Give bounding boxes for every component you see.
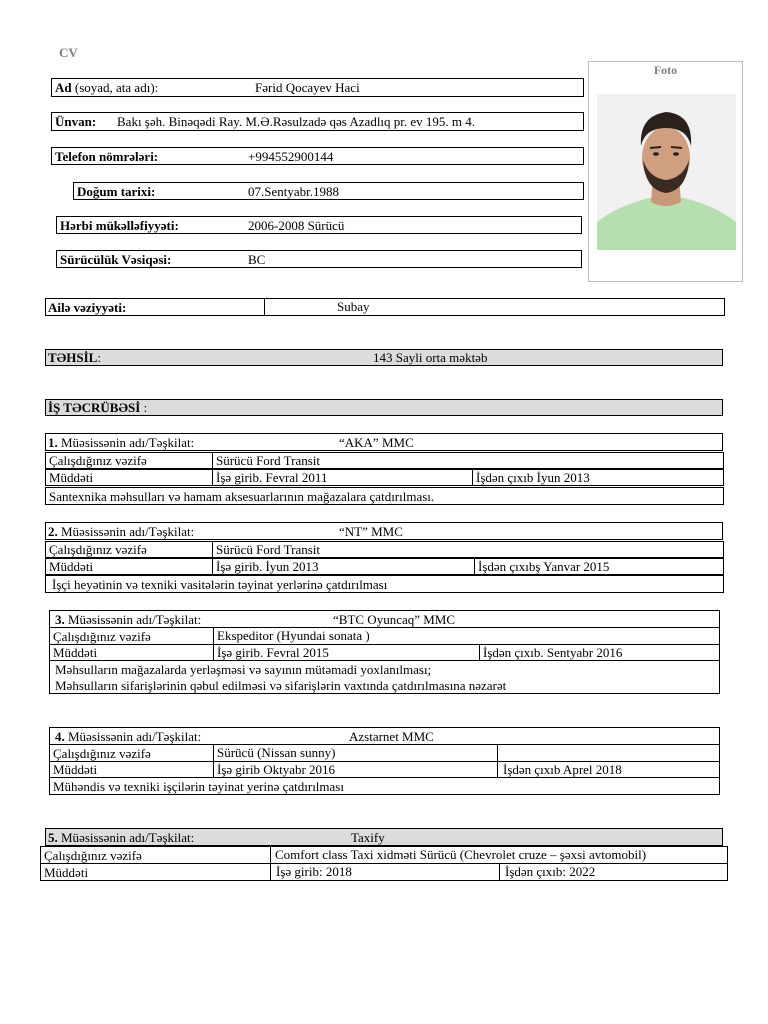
job-4-position-row xyxy=(49,744,720,762)
family-row xyxy=(45,298,725,316)
birth-value: 07.Sentyabr.1988 xyxy=(248,184,339,199)
job-1-end: İşdən çıxıb İyun 2013 xyxy=(472,470,723,485)
job-2-start: İşə girib. İyun 2013 xyxy=(212,559,474,574)
job-2-org: “NT” MMC xyxy=(339,524,403,539)
photo-frame xyxy=(588,61,743,282)
job-2-position-label: Çalışdığınız vəzifə xyxy=(49,542,147,557)
job-3-desc-line-2: Məhsulların sifarişlərinin qəbul edilməsi və sifarişlərin vaxtında çatdırılmasına nəzarət xyxy=(55,678,507,693)
name-value: Fərid Qocayev Haci xyxy=(255,80,360,95)
job-2-period-label: Müddəti xyxy=(49,559,94,574)
birth-row xyxy=(73,182,584,200)
job-4-desc-row xyxy=(49,777,720,795)
military-value: 2006-2008 Sürücü xyxy=(248,218,345,233)
job-4-org-row xyxy=(49,727,720,745)
job-4-period-row xyxy=(49,761,720,778)
job-4-end: İşdən çıxıb Aprel 2018 xyxy=(497,762,719,777)
license-label: Sürücülük Vəsiqəsi: xyxy=(60,252,172,267)
job-4-position: Sürücü (Nissan sunny) xyxy=(213,745,497,761)
job-1-desc-line: Santexnika məhsulları və hamam aksesuarlarının mağazalara çatdırılması. xyxy=(49,489,435,504)
job-5-period-label: Müddəti xyxy=(44,865,89,880)
job-3-position: Ekspeditor (Hyundai sonata ) xyxy=(213,628,719,644)
cv-label: CV xyxy=(59,45,78,60)
job-2-org-label: Müəsissənin adı/Təşkilat: xyxy=(57,524,195,539)
job-4-period-label: Müddəti xyxy=(53,762,98,777)
job-5-num: 5. xyxy=(48,830,58,845)
education-row xyxy=(45,349,723,366)
job-3-period-row xyxy=(49,644,720,661)
military-label: Hərbi mükəlləfiyyəti: xyxy=(60,218,179,233)
job-2-desc-line: İşçi heyətinin və texniki vasitələrin təyinat yerlərinə çatdırılması xyxy=(52,577,388,592)
job-2-period-row xyxy=(45,558,724,575)
experience-title: İŞ TƏCRÜBƏSİ xyxy=(48,400,141,415)
address-row xyxy=(51,112,584,131)
job-5-start: İşə girib: 2018 xyxy=(270,864,499,880)
job-2-position-row xyxy=(45,541,724,558)
job-1-period-row xyxy=(45,469,724,486)
job-1-org: “AKA” MMC xyxy=(339,435,414,450)
name-row xyxy=(51,78,584,97)
job-5-org: Taxify xyxy=(351,830,385,845)
job-1-num: 1. xyxy=(48,435,58,450)
job-5-period-row xyxy=(40,863,728,881)
job-2-num: 2. xyxy=(48,524,58,539)
job-5-position: Comfort class Taxi xidməti Sürücü (Chevrolet cruze – şəxsi avtomobil) xyxy=(270,847,727,863)
job-4-start: İşə girib Oktyabr 2016 xyxy=(213,762,497,777)
job-5-org-row xyxy=(45,828,723,846)
name-label-rest: (soyad, ata adı): xyxy=(71,80,159,95)
name-label-bold: Ad xyxy=(55,80,72,95)
job-3-position-label: Çalışdığınız vəzifə xyxy=(53,629,151,644)
job-1-desc-row xyxy=(45,487,724,505)
job-1-position-label: Çalışdığınız vəzifə xyxy=(49,453,147,468)
job-4-empty-cell xyxy=(497,745,719,761)
job-3-org-row xyxy=(49,610,720,628)
job-1-period-label: Müddəti xyxy=(49,470,94,485)
phone-value: +994552900144 xyxy=(248,149,334,164)
education-label: TƏHSİL xyxy=(48,350,98,365)
job-3-num: 3. xyxy=(55,612,65,627)
job-1-org-label: Müəsissənin adı/Təşkilat: xyxy=(57,435,195,450)
family-label: Ailə vəziyyəti: xyxy=(48,300,127,315)
job-3-org: “BTC Oyuncaq” MMC xyxy=(333,612,456,627)
job-4-desc-line: Mühəndis və texniki işçilərin təyinat yerinə çatdırılması xyxy=(53,779,344,794)
job-3-desc-line-1: Məhsulların mağazalarda yerləşməsi və sayının mütəmadi yoxlanılması; xyxy=(55,662,432,677)
job-2-desc-row xyxy=(45,575,724,593)
job-3-org-label: Müəsissənin adı/Təşkilat: xyxy=(64,612,202,627)
job-2-org-row xyxy=(45,522,723,540)
job-1-start: İşə girib. Fevral 2011 xyxy=(212,470,472,485)
job-3-start: İşə girib. Fevral 2015 xyxy=(213,645,479,660)
profile-photo xyxy=(597,94,736,250)
job-2-position: Sürücü Ford Transit xyxy=(212,542,723,557)
job-3-period-label: Müddəti xyxy=(53,645,98,660)
job-5-org-label: Müəsissənin adı/Təşkilat: xyxy=(57,830,195,845)
job-1-org-row xyxy=(45,433,723,451)
job-5-end: İşdən çıxıb: 2022 xyxy=(499,864,727,880)
education-colon: : xyxy=(97,350,101,365)
experience-title-row xyxy=(45,399,723,416)
job-3-end: İşdən çıxıb. Sentyabr 2016 xyxy=(479,645,719,660)
phone-row xyxy=(51,147,584,165)
family-value: Subay xyxy=(264,299,724,315)
job-5-position-label: Çalışdığınız vəzifə xyxy=(44,848,142,863)
license-value: BC xyxy=(248,252,266,267)
experience-title-colon: : xyxy=(140,400,148,415)
job-3-position-row xyxy=(49,627,720,645)
license-row xyxy=(56,250,582,268)
education-value: 143 Sayli orta məktəb xyxy=(373,350,488,365)
birth-label: Doğum tarixi: xyxy=(77,184,156,199)
job-5-position-row xyxy=(40,846,728,864)
job-4-org: Azstarnet MMC xyxy=(349,729,434,744)
photo-label: Foto xyxy=(653,63,678,77)
job-1-position: Sürücü Ford Transit xyxy=(212,453,723,468)
job-2-end: İşdən çıxıbş Yanvar 2015 xyxy=(474,559,723,574)
job-4-num: 4. xyxy=(55,729,65,744)
job-4-org-label: Müəsissənin adı/Təşkilat: xyxy=(64,729,202,744)
military-row xyxy=(56,216,582,234)
job-1-position-row xyxy=(45,452,724,469)
job-3-desc-row xyxy=(49,660,720,694)
address-label: Ünvan: xyxy=(55,114,97,129)
job-4-position-label: Çalışdığınız vəzifə xyxy=(53,746,151,761)
address-value: Bakı şəh. Binəqədi Ray. M.Ə.Rəsulzadə qəs Azadlıq pr. ev 195. m 4. xyxy=(117,114,476,129)
phone-label: Telefon nömrələri: xyxy=(55,149,159,164)
